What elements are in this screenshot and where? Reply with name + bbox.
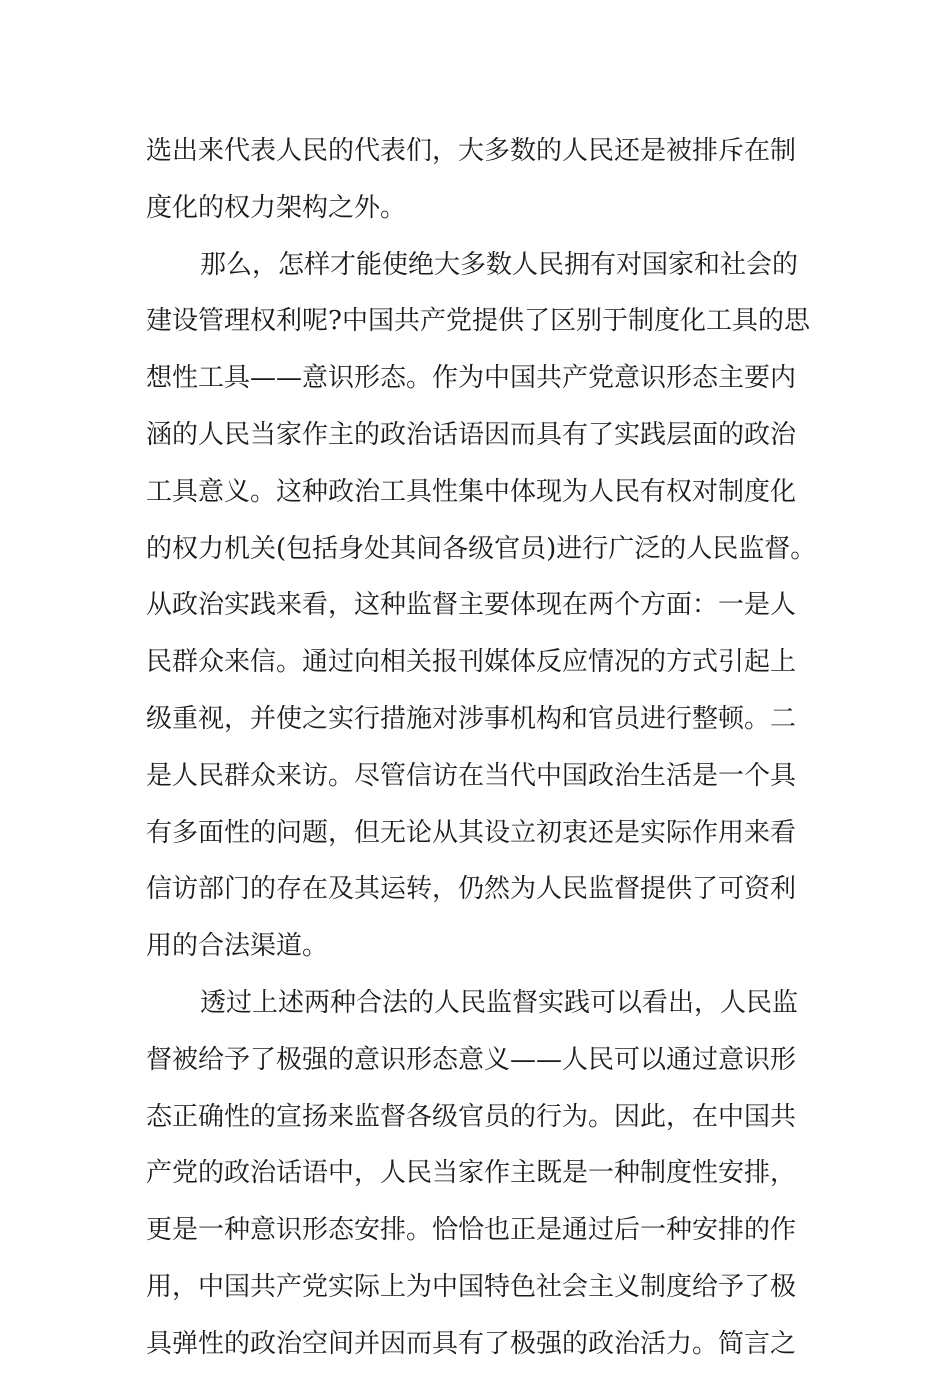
text-line: 从政治实践来看，这种监督主要体现在两个方面：一是人 bbox=[146, 590, 797, 621]
text-line: 用，中国共产党实际上为中国特色社会主义制度给予了极 bbox=[146, 1271, 797, 1302]
text-line: 的权力机关(包括身处其间各级官员)进行广泛的人民监督。 bbox=[146, 533, 817, 564]
text-line: 建设管理权利呢?中国共产党提供了区别于制度化工具的思 bbox=[146, 306, 810, 337]
text-line: 态正确性的宣扬来监督各级官员的行为。因此，在中国共 bbox=[146, 1101, 797, 1132]
text-line: 具弹性的政治空间并因而具有了极强的政治活力。简言之 bbox=[146, 1328, 797, 1359]
text-line: 更是一种意识形态安排。恰恰也正是通过后一种安排的作 bbox=[146, 1215, 797, 1246]
text-line: 督被给予了极强的意识形态意义——人民可以通过意识形 bbox=[146, 1044, 797, 1075]
text-line: 工具意义。这种政治工具性集中体现为人民有权对制度化 bbox=[146, 476, 797, 507]
text-line: 级重视，并使之实行措施对涉事机构和官员进行整顿。二 bbox=[146, 703, 797, 734]
text-line: 民群众来信。通过向相关报刊媒体反应情况的方式引起上 bbox=[146, 647, 797, 678]
paragraph-start-line: 透过上述两种合法的人民监督实践可以看出，人民监 bbox=[200, 987, 799, 1018]
text-line: 信访部门的存在及其运转，仍然为人民监督提供了可资利 bbox=[146, 874, 797, 905]
text-line: 想性工具——意识形态。作为中国共产党意识形态主要内 bbox=[146, 363, 797, 394]
text-line: 涵的人民当家作主的政治话语因而具有了实践层面的政治 bbox=[146, 419, 797, 450]
text-line: 选出来代表人民的代表们，大多数的人民还是被排斥在制 bbox=[146, 136, 797, 166]
text-line: 度化的权力架构之外。 bbox=[146, 192, 407, 223]
text-line: 有多面性的问题，但无论从其设立初衷还是实际作用来看 bbox=[146, 817, 797, 848]
text-line: 是人民群众来访。尽管信访在当代中国政治生活是一个具 bbox=[146, 760, 797, 791]
paragraph-start-line: 那么，怎样才能使绝大多数人民拥有对国家和社会的 bbox=[200, 249, 799, 280]
text-line: 产党的政治话语中，人民当家作主既是一种制度性安排， bbox=[146, 1158, 797, 1189]
body-text bbox=[146, 123, 826, 1373]
text-line: 用的合法渠道。 bbox=[146, 931, 329, 962]
